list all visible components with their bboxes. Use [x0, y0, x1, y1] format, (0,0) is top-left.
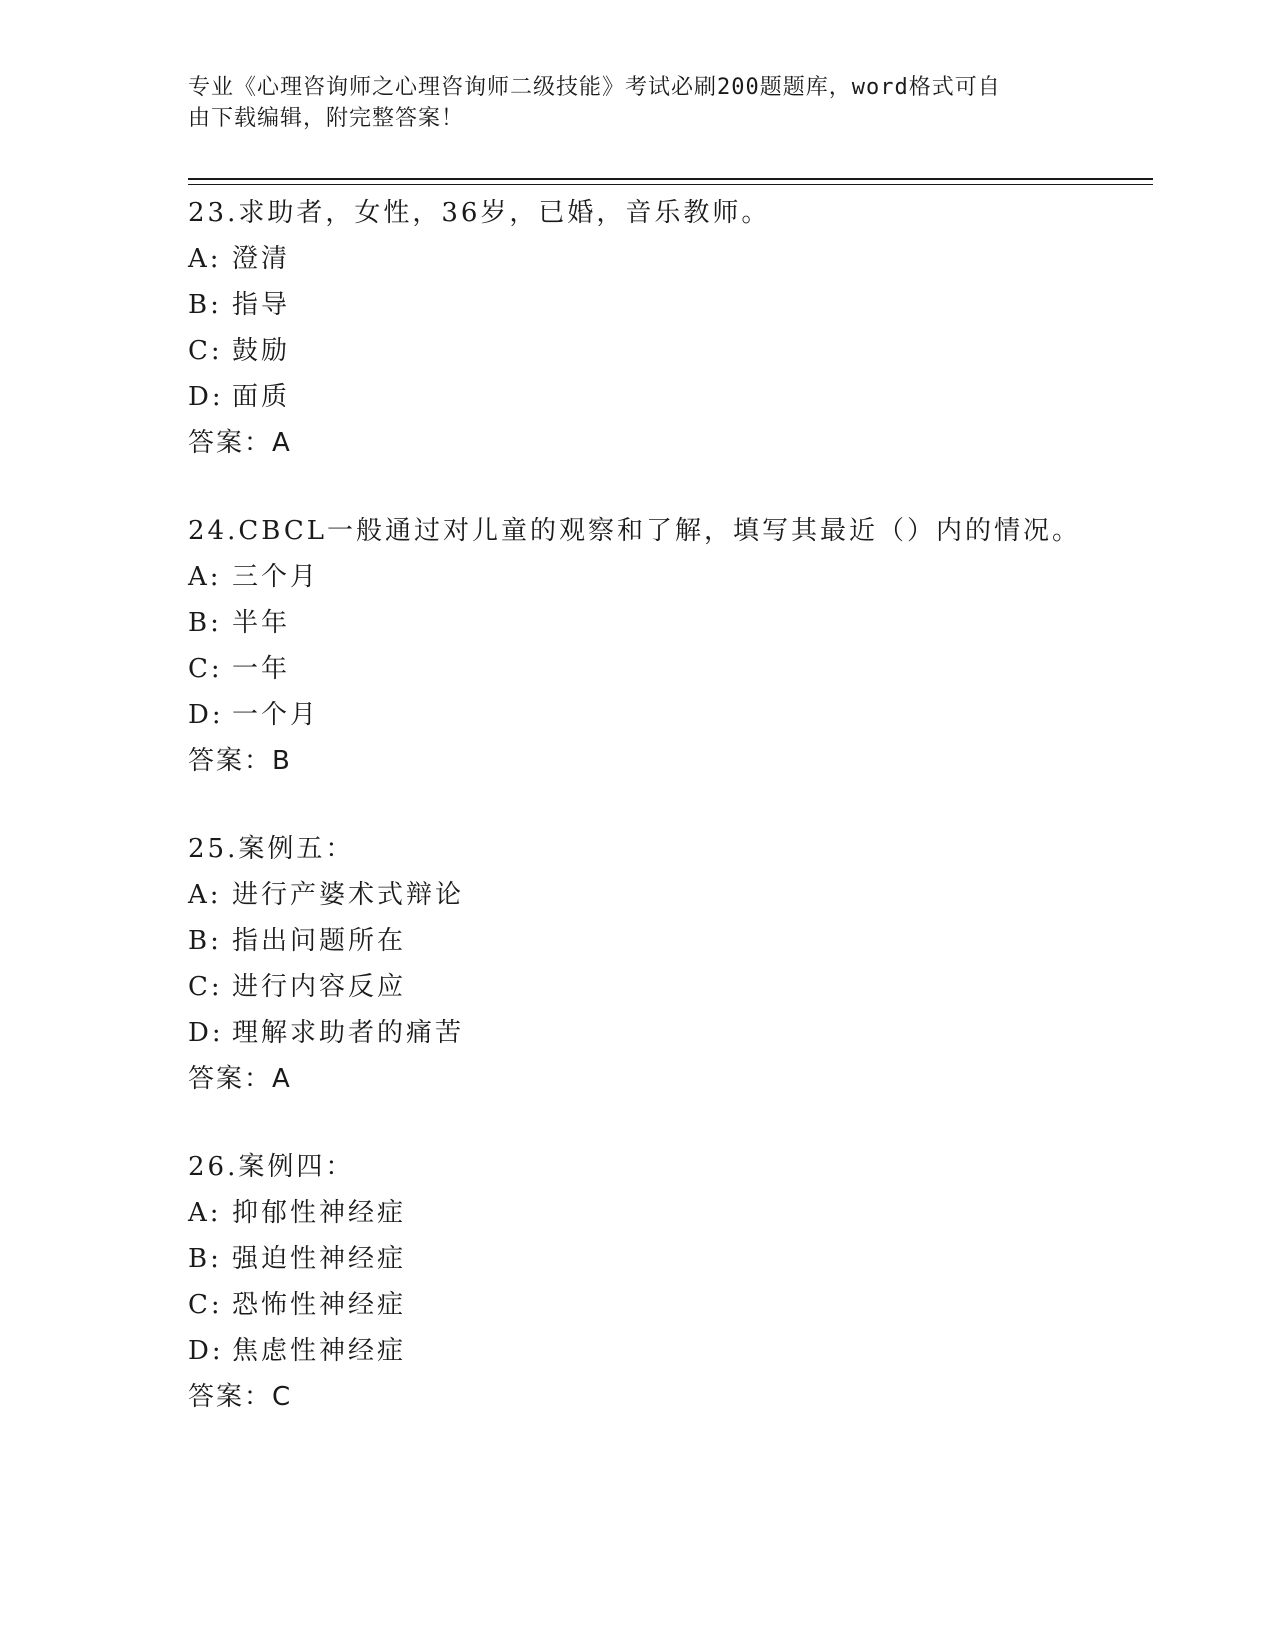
option-b: [188, 600, 1153, 646]
option-text: 鼓励: [232, 336, 291, 366]
option-a: [188, 236, 1153, 282]
answer-line: 答案：C: [188, 1382, 293, 1412]
option-key: C:: [188, 654, 223, 684]
option-text: 一个月: [232, 700, 320, 730]
header-line-2: 由下载编辑，附完整答案！: [188, 106, 465, 131]
option-text: 面质: [232, 382, 291, 412]
option-a: [188, 554, 1153, 600]
option-d: [188, 1328, 1153, 1374]
answer-line: 答案：A: [188, 1064, 292, 1094]
option-text: 指出问题所在: [232, 926, 407, 956]
option-key: A:: [188, 1198, 222, 1228]
question-23: [188, 190, 1153, 466]
header-divider-thin: [188, 184, 1153, 185]
option-text: 指导: [232, 290, 291, 320]
option-key: B:: [188, 290, 222, 320]
option-key: A:: [188, 244, 222, 274]
question-stem: 23.求助者，女性，36岁，已婚，音乐教师。: [188, 198, 771, 228]
option-key: C:: [188, 1290, 223, 1320]
option-text: 半年: [232, 608, 291, 638]
option-b: [188, 282, 1153, 328]
question-25: [188, 826, 1153, 1102]
header-divider-thick: [188, 178, 1153, 180]
option-c: [188, 328, 1153, 374]
option-key: D:: [188, 1018, 224, 1048]
option-key: C:: [188, 336, 223, 366]
option-b: [188, 1236, 1153, 1282]
header-line-1: 专业《心理咨询师之心理咨询师二级技能》考试必刷200题题库，word格式可自: [188, 75, 1001, 100]
option-text: 三个月: [232, 562, 320, 592]
question-26: [188, 1144, 1153, 1420]
option-c: [188, 646, 1153, 692]
option-text: 恐怖性神经症: [232, 1290, 407, 1320]
question-stem: 24.CBCL一般通过对儿童的观察和了解，填写其最近（）内的情况。: [188, 516, 1081, 546]
option-key: A:: [188, 880, 222, 910]
option-key: B:: [188, 1244, 222, 1274]
option-d: [188, 692, 1153, 738]
option-text: 强迫性神经症: [232, 1244, 407, 1274]
option-c: [188, 964, 1153, 1010]
option-key: D:: [188, 1336, 224, 1366]
option-text: 理解求助者的痛苦: [232, 1018, 465, 1048]
question-24: [188, 508, 1153, 784]
option-key: C:: [188, 972, 223, 1002]
option-text: 抑郁性神经症: [232, 1198, 407, 1228]
option-a: [188, 872, 1153, 918]
question-stem: 26.案例四：: [188, 1152, 355, 1182]
answer-line: 答案：A: [188, 428, 292, 458]
document-header: [188, 72, 1088, 134]
option-text: 进行内容反应: [232, 972, 407, 1002]
option-b: [188, 918, 1153, 964]
option-a: [188, 1190, 1153, 1236]
option-c: [188, 1282, 1153, 1328]
option-key: D:: [188, 382, 224, 412]
option-text: 一年: [232, 654, 291, 684]
option-d: [188, 374, 1153, 420]
option-key: B:: [188, 608, 222, 638]
option-text: 澄清: [232, 244, 291, 274]
question-list: [188, 190, 1153, 1462]
option-text: 进行产婆术式辩论: [232, 880, 465, 910]
option-key: A:: [188, 562, 222, 592]
option-key: D:: [188, 700, 224, 730]
option-text: 焦虑性神经症: [232, 1336, 407, 1366]
answer-line: 答案：B: [188, 746, 292, 776]
option-d: [188, 1010, 1153, 1056]
option-key: B:: [188, 926, 222, 956]
question-stem: 25.案例五：: [188, 834, 355, 864]
